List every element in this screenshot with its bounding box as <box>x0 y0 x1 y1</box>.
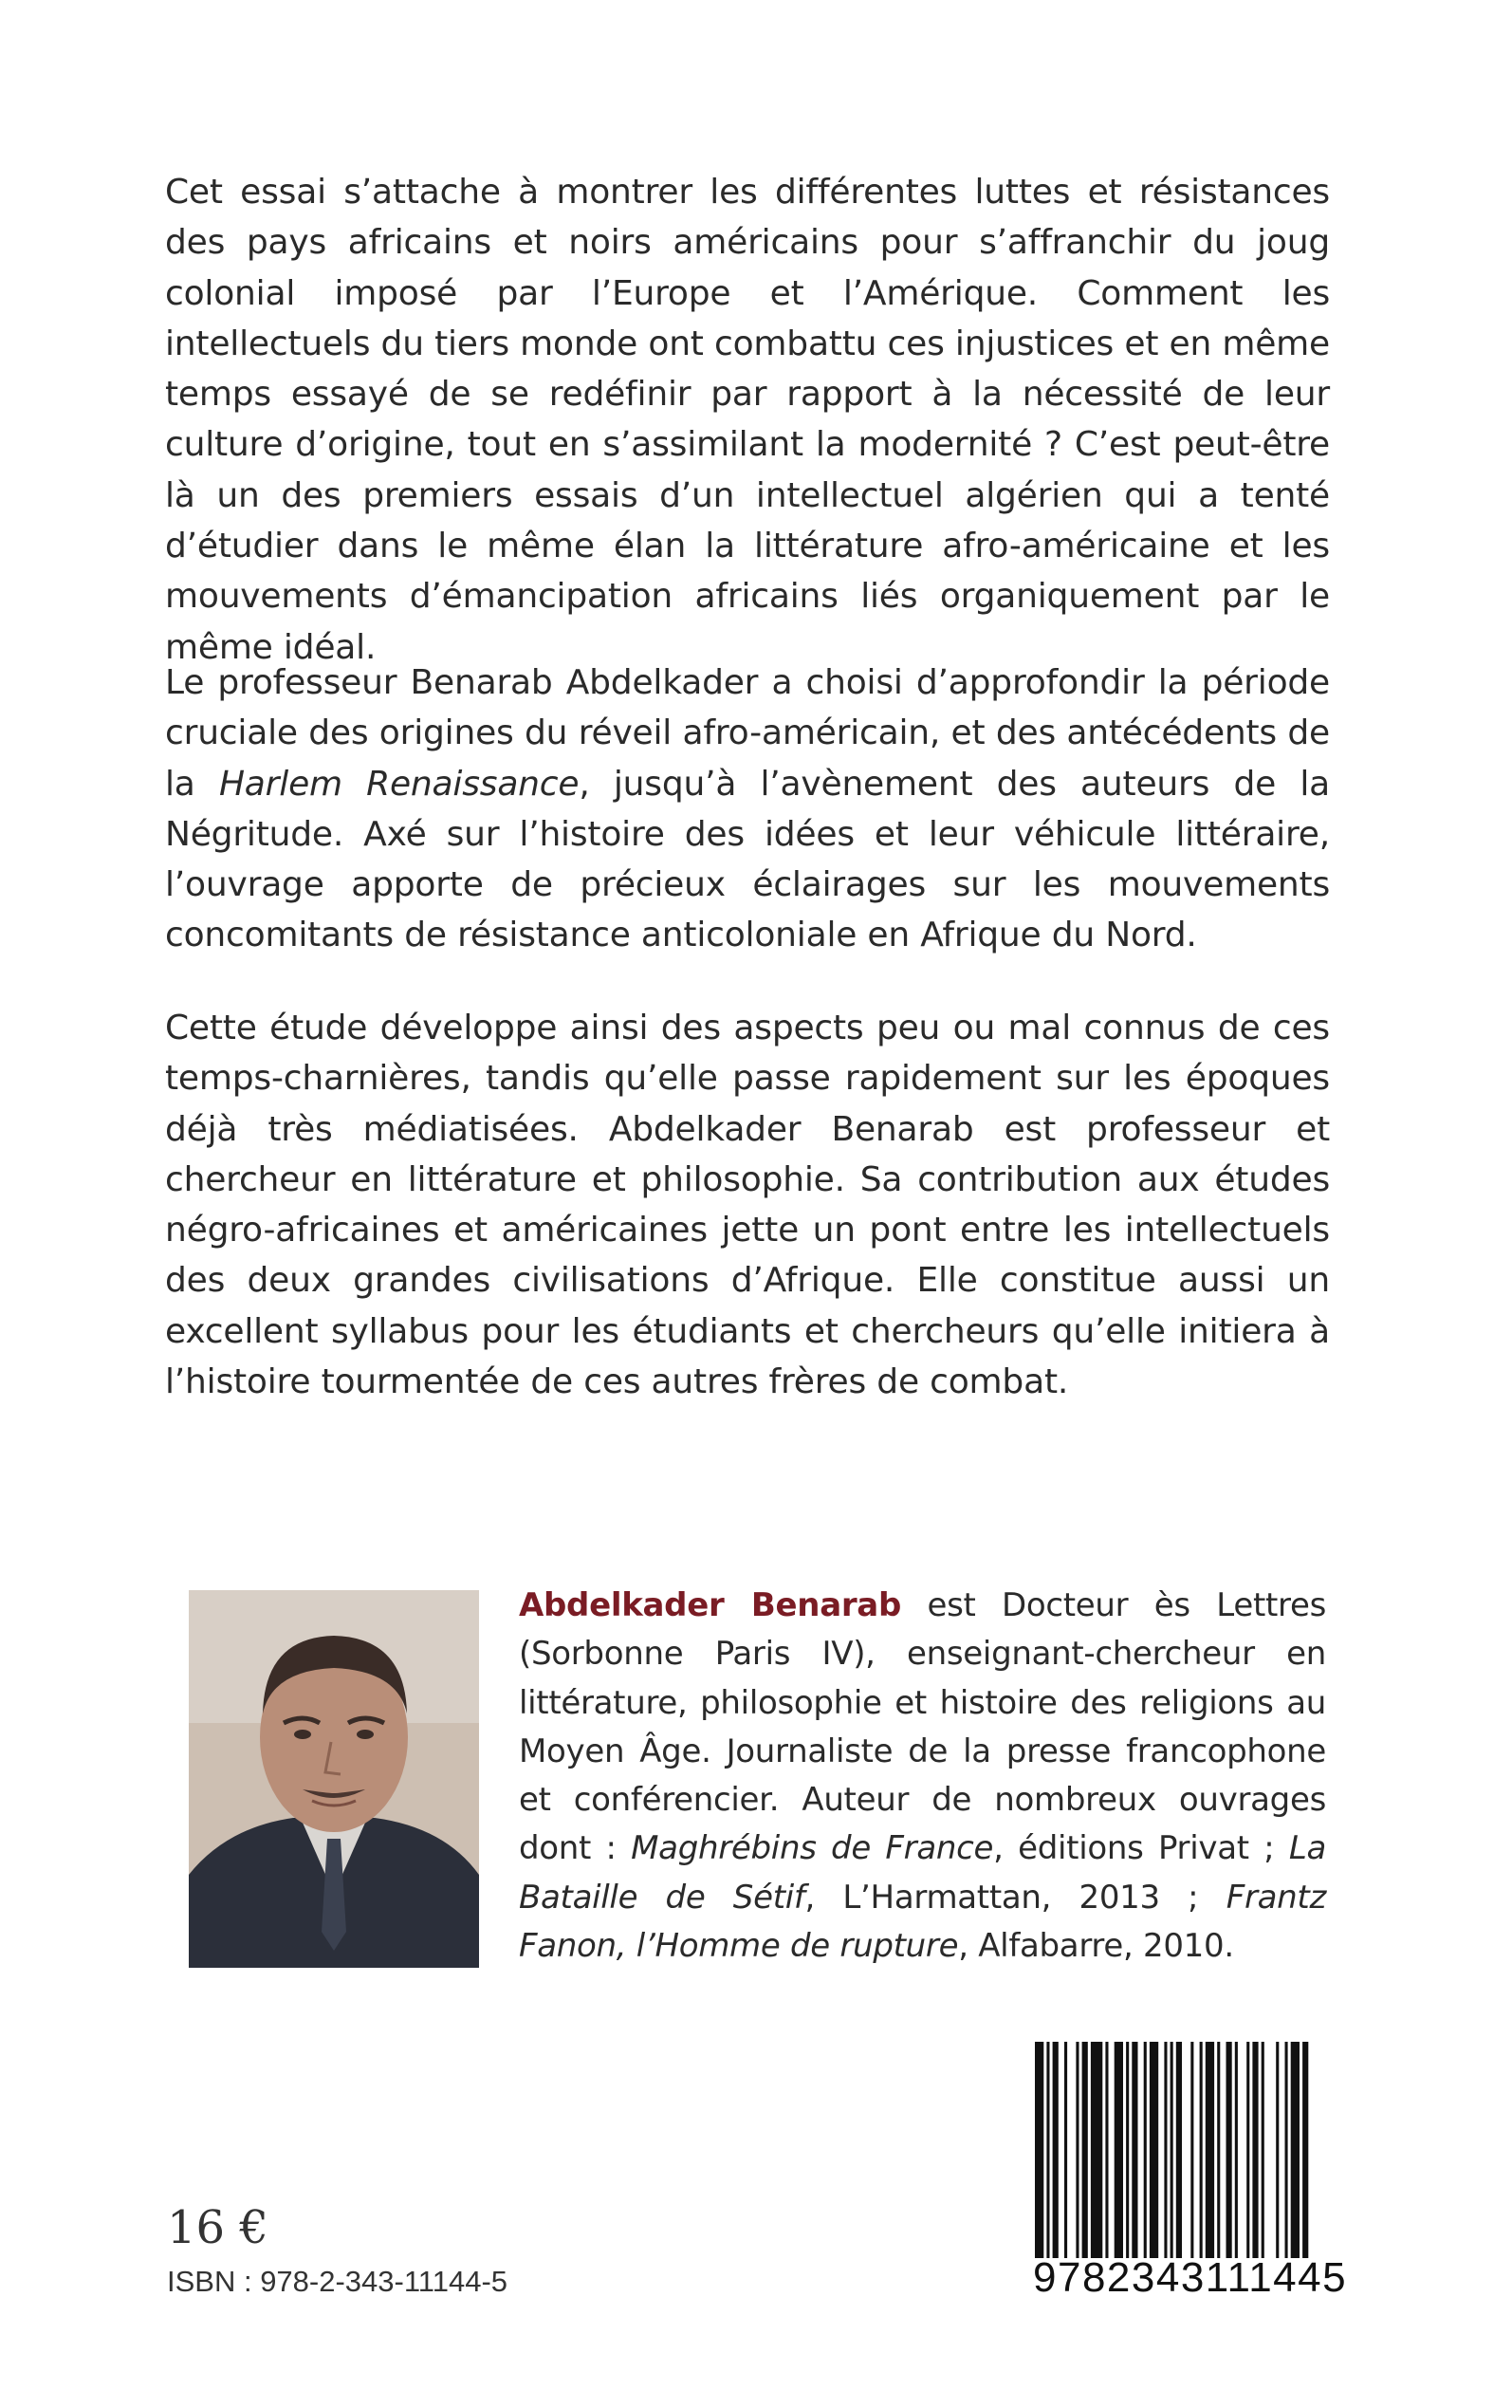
barcode-bar <box>1144 2042 1147 2258</box>
barcode-bar <box>1262 2042 1264 2258</box>
bio-text-3: , L’Harmattan, 2013 ; <box>804 1878 1226 1917</box>
barcode-bar <box>1206 2042 1214 2258</box>
barcode-bar <box>1035 2042 1043 2258</box>
barcode-bar <box>1046 2042 1049 2258</box>
work-title-2: La Bataille de Sétif <box>519 1829 1327 1917</box>
barcode-bar <box>1276 2042 1279 2258</box>
barcode-bar <box>1176 2042 1182 2258</box>
barcode-bar <box>1053 2042 1059 2258</box>
barcode-bar <box>1171 2042 1173 2258</box>
work-title-1: Maghrébins de France <box>631 1829 994 1868</box>
barcode-bar <box>1091 2042 1102 2258</box>
barcode-bar <box>1217 2042 1220 2258</box>
barcode-digits: 9782343111445 <box>1033 2254 1348 2301</box>
author-portrait-icon <box>189 1590 479 1968</box>
paragraph-2-text-start: Le professeur Benarab Abdelkader a choisi d’approfondir la période cruciale des origines du réveil afro-américain, et des antécédents de la <box>165 663 1330 804</box>
work-title-3: Frantz Fanon, l’Homme de rupture <box>519 1878 1326 1966</box>
author-bio <box>519 1582 1326 1971</box>
barcode-bar <box>1126 2042 1129 2258</box>
author-name: Abdelkader Benarab <box>519 1586 901 1624</box>
description-paragraph-3: Cette étude développe ainsi des aspects peu ou mal connus de ces temps-charnières, tandis qu’elle passe rapidement sur les époques déjà très médiatisées. Abdelkader Benarab est professeur et chercheur en littérature et philosophie. Sa contribution aux études négro-africaines et américaines jette un pont entre les intellectuels des deux grandes civilisations d’Afrique. Elle constitue aussi un excellent syllabus pour les étudiants et chercheurs qu’elle initiera à l’histoire tourmentée de ces autres frères de combat. <box>165 1009 1330 1402</box>
barcode-bar <box>1285 2042 1288 2258</box>
description-paragraph-2 <box>165 658 1330 961</box>
barcode-bar <box>1226 2042 1232 2258</box>
barcode-bar <box>1246 2042 1249 2258</box>
price: 16 € <box>167 2201 268 2254</box>
barcode-bar <box>1132 2042 1137 2258</box>
bio-text-2: , éditions Privat ; <box>993 1829 1289 1868</box>
barcode-bar <box>1115 2042 1123 2258</box>
author-photo <box>189 1590 479 1968</box>
barcode-bar <box>1064 2042 1067 2258</box>
barcode-bar <box>1190 2042 1193 2258</box>
barcode-bar <box>1252 2042 1258 2258</box>
barcode <box>1033 2042 1312 2288</box>
barcode-bar <box>1302 2042 1308 2258</box>
bio-text-4: , Alfabarre, 2010. <box>958 1927 1234 1966</box>
barcode-bar <box>1150 2042 1158 2258</box>
barcode-icon <box>1033 2042 1312 2258</box>
barcode-bar <box>1082 2042 1088 2258</box>
harlem-renaissance-italic: Harlem Renaissance <box>218 764 580 804</box>
barcode-bar <box>1235 2042 1238 2258</box>
barcode-bar <box>1200 2042 1203 2258</box>
paragraph-2-text-end: , jusqu’à l’avènement des auteurs de la Négritude. Axé sur l’histoire des idées et leur véhicule littéraire, l’ouvrage apporte de précieux éclairages sur les mouvements concomitants de résistance anticoloniale en Afrique du Nord. <box>165 764 1330 955</box>
barcode-bar <box>1164 2042 1167 2258</box>
barcode-bar <box>1076 2042 1079 2258</box>
barcode-bar <box>1105 2042 1108 2258</box>
bio-text-1: est Docteur ès Lettres (Sorbonne Paris IV), enseignant-chercheur en littérature, philosophie et histoire des religions au Moyen Âge. Journaliste de la presse francophone et conférencier. Auteur de nombreux ouvrages dont : <box>519 1586 1326 1868</box>
description-paragraph-1: Cet essai s’attache à montrer les différentes luttes et résistances des pays africains et noirs américains pour s’affranchir du joug colonial imposé par l’Europe et l’Amérique. Comment les intellectuels du tiers monde ont combattu ces injustices et en même temps essayé de se redéfinir par rapport à la nécessité de leur culture d’origine, tout en s’assimilant la modernité ? C’est peut-être là un des premiers essais d’un intellectuel algérien qui a tenté d’étudier dans le même élan la littérature afro-américaine et les mouvements d’émancipation africains liés organiquement par le même idéal. <box>165 173 1330 667</box>
isbn: ISBN : 978-2-343-11144-5 <box>167 2265 508 2298</box>
barcode-bar <box>1291 2042 1300 2258</box>
